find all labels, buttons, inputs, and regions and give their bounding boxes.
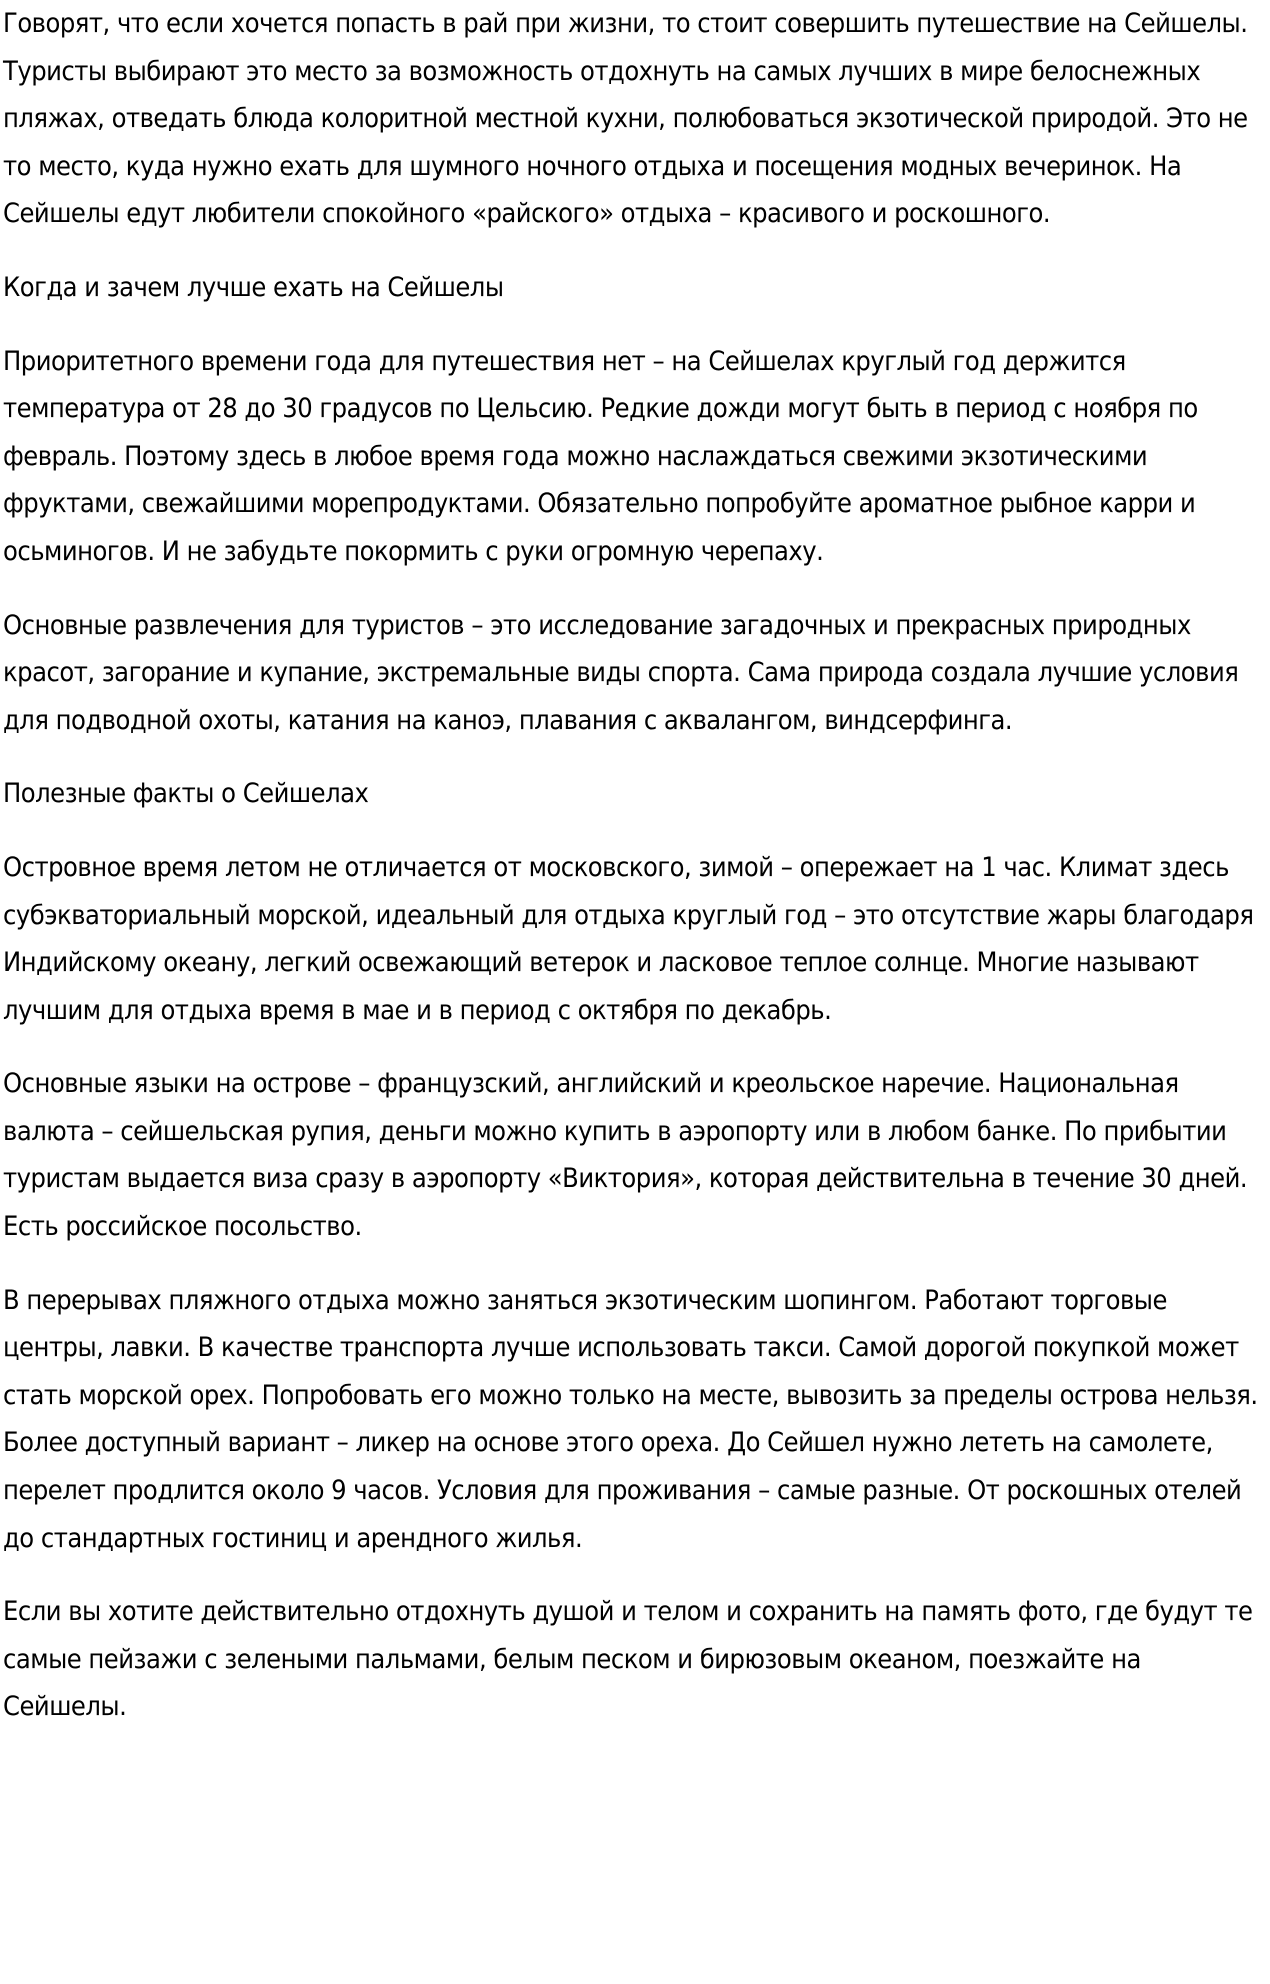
paragraph-shopping-transport: В перерывах пляжного отдыха можно заняться экзотическим шопингом. Работают торговые центры, лавки. В качестве транспорта лучше использовать такси. Самой дорогой покупкой может стать морской орех. Попробовать его можно только на месте, вывозить за пределы острова нельзя. Более доступный вариант – ликер на основе этого ореха. До Сейшел нужно лететь на самолете, перелет продлится около 9 часов. Условия для проживания – самые разные. От роскошных отелей до стандартных гостиниц и арендного жилья. xyxy=(3,1284,1258,1554)
paragraph-climate-season: Приоритетного времени года для путешествия нет – на Сейшелах круглый год держится температура от 28 до 30 градусов по Цельсию. Редкие дожди могут быть в период с ноября по февраль. Поэтому здесь в любое время года можно наслаждаться свежими экзотическими фруктами, свежайшими морепродуктами. Обязательно попробуйте ароматное рыбное карри и осьминогов. И не забудьте покормить с руки огромную черепаху. xyxy=(3,345,1198,567)
paragraph-intro: Говорят, что если хочется попасть в рай при жизни, то стоит совершить путешествие на Сейшелы. Туристы выбирают это место за возможность отдохнуть на самых лучших в мире белоснежных пляжах, отведать блюда колоритной местной кухни, полюбоваться экзотической природой. Это не то место, куда нужно ехать для шумного ночного отдыха и посещения модных вечеринок. На Сейшелы едут любители спокойного «райского» отдыха – красивого и роскошного. xyxy=(3,8,1248,230)
paragraph-entertainment: Основные развлечения для туристов – это исследование загадочных и прекрасных природных красот, загорание и купание, экстремальные виды спорта. Сама природа создала лучшие условия для подводной охоты, катания на каноэ, плавания с аквалангом, виндсерфинга. xyxy=(3,609,1239,736)
section-heading-when-and-why: Когда и зачем лучше ехать на Сейшелы xyxy=(3,271,504,303)
paragraph-conclusion: Если вы хотите действительно отдохнуть душой и телом и сохранить на память фото, где будут те самые пейзажи с зелеными пальмами, белым песком и бирюзовым океаном, поезжайте на Сейшелы. xyxy=(3,1596,1253,1723)
paragraph-languages-currency: Основные языки на острове – французский, английский и креольское наречие. Национальная валюта – сейшельская рупия, деньги можно купить в аэропорту или в любом банке. По прибытии туристам выдается виза сразу в аэропорту «Виктория», которая действительна в течение 30 дней. Есть российское посольство. xyxy=(3,1068,1248,1243)
section-heading-useful-facts: Полезные факты о Сейшелах xyxy=(3,778,369,810)
paragraph-time-climate: Островное время летом не отличается от московского, зимой – опережает на 1 час. Климат здесь субэкваториальный морской, идеальный для отдыха круглый год – это отсутствие жары благодаря Индийскому океану, легкий освежающий ветерок и ласковое теплое солнце. Многие называют лучшим для отдыха время в мае и в период с октября по декабрь. xyxy=(3,851,1254,1026)
